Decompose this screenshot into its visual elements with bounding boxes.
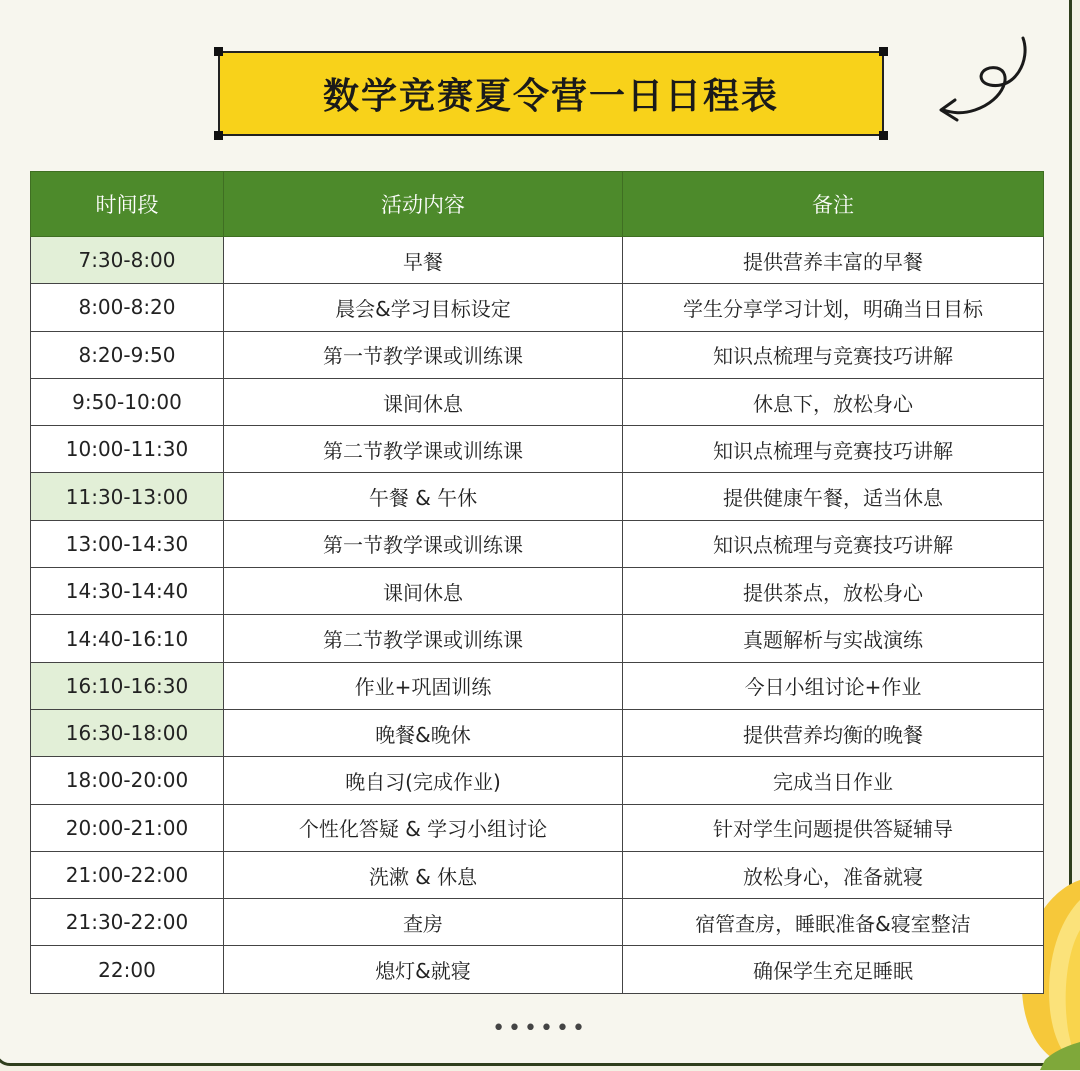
cell-activity: 第一节教学课或训练课 — [224, 520, 623, 567]
swirl-arrow-icon — [935, 30, 1035, 130]
table-row — [31, 237, 1044, 284]
cell-note: 针对学生问题提供答疑辅导 — [623, 804, 1044, 851]
table-row — [31, 473, 1044, 520]
cell-note: 提供营养均衡的晚餐 — [623, 709, 1044, 756]
header-time: 时间段 — [31, 172, 224, 237]
table-row — [31, 851, 1044, 898]
corner-handle — [879, 131, 888, 140]
cell-activity: 第二节教学课或训练课 — [224, 426, 623, 473]
table-row — [31, 615, 1044, 662]
cell-note: 确保学生充足睡眠 — [623, 946, 1044, 993]
table-row — [31, 426, 1044, 473]
cell-note: 提供营养丰富的早餐 — [623, 237, 1044, 284]
cell-note: 休息下，放松身心 — [623, 378, 1044, 425]
cell-time: 18:00-20:00 — [31, 757, 224, 804]
table-row — [31, 804, 1044, 851]
cell-time: 22:00 — [31, 946, 224, 993]
table-header-row — [31, 172, 1044, 237]
cell-time: 11:30-13:00 — [31, 473, 224, 520]
table-row — [31, 899, 1044, 946]
cell-time: 13:00-14:30 — [31, 520, 224, 567]
cell-activity: 作业+巩固训练 — [224, 662, 623, 709]
table-row — [31, 709, 1044, 756]
cell-note: 提供健康午餐，适当休息 — [623, 473, 1044, 520]
cell-time: 16:30-18:00 — [31, 709, 224, 756]
cell-activity: 熄灯&就寝 — [224, 946, 623, 993]
cell-time: 14:40-16:10 — [31, 615, 224, 662]
page-indicator: •••••• — [492, 1016, 588, 1041]
cell-time: 21:30-22:00 — [31, 899, 224, 946]
corner-handle — [879, 47, 888, 56]
cell-activity: 晚自习(完成作业) — [224, 757, 623, 804]
cell-activity: 晨会&学习目标设定 — [224, 284, 623, 331]
table-row — [31, 284, 1044, 331]
cell-activity: 午餐 & 午休 — [224, 473, 623, 520]
cell-time: 14:30-14:40 — [31, 568, 224, 615]
table-row — [31, 568, 1044, 615]
header-activity: 活动内容 — [224, 172, 623, 237]
cell-activity: 洗漱 & 休息 — [224, 851, 623, 898]
table-row — [31, 662, 1044, 709]
cell-time: 7:30-8:00 — [31, 237, 224, 284]
cell-activity: 查房 — [224, 899, 623, 946]
cell-note: 宿管查房，睡眠准备&寝室整洁 — [623, 899, 1044, 946]
cell-time: 10:00-11:30 — [31, 426, 224, 473]
table-row — [31, 331, 1044, 378]
cell-time: 20:00-21:00 — [31, 804, 224, 851]
table-row — [31, 946, 1044, 993]
cell-note: 完成当日作业 — [623, 757, 1044, 804]
cell-note: 放松身心，准备就寝 — [623, 851, 1044, 898]
cell-time: 21:00-22:00 — [31, 851, 224, 898]
cell-activity: 个性化答疑 & 学习小组讨论 — [224, 804, 623, 851]
cell-time: 16:10-16:30 — [31, 662, 224, 709]
cell-activity: 早餐 — [224, 237, 623, 284]
cell-activity: 晚餐&晚休 — [224, 709, 623, 756]
title-banner — [218, 51, 884, 136]
cell-note: 知识点梳理与竞赛技巧讲解 — [623, 426, 1044, 473]
cell-note: 今日小组讨论+作业 — [623, 662, 1044, 709]
corner-handle — [214, 47, 223, 56]
cell-time: 9:50-10:00 — [31, 378, 224, 425]
header-note: 备注 — [623, 172, 1044, 237]
cell-activity: 课间休息 — [224, 568, 623, 615]
cell-note: 提供茶点，放松身心 — [623, 568, 1044, 615]
table-row — [31, 520, 1044, 567]
cell-time: 8:20-9:50 — [31, 331, 224, 378]
cell-note: 知识点梳理与竞赛技巧讲解 — [623, 520, 1044, 567]
cell-activity: 第二节教学课或训练课 — [224, 615, 623, 662]
cell-note: 知识点梳理与竞赛技巧讲解 — [623, 331, 1044, 378]
cell-activity: 课间休息 — [224, 378, 623, 425]
cell-note: 学生分享学习计划，明确当日目标 — [623, 284, 1044, 331]
schedule-table — [30, 171, 1044, 994]
cell-time: 8:00-8:20 — [31, 284, 224, 331]
cell-note: 真题解析与实战演练 — [623, 615, 1044, 662]
table-row — [31, 757, 1044, 804]
cell-activity: 第一节教学课或训练课 — [224, 331, 623, 378]
page-title: 数学竞赛夏令营一日日程表 — [322, 76, 779, 117]
corner-handle — [214, 131, 223, 140]
table-row — [31, 378, 1044, 425]
